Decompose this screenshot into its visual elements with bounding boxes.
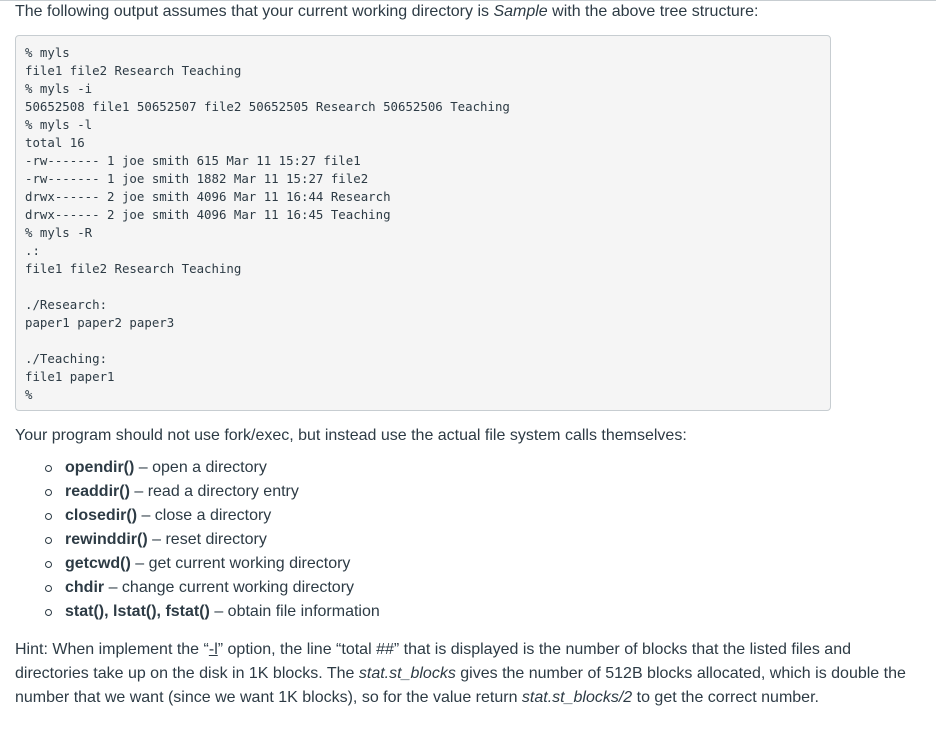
system-call-item [45, 552, 925, 576]
system-call-name: rewinddir() [65, 531, 148, 548]
code-line: -rw------- 1 joe smith 615 Mar 11 15:27 file1 [25, 153, 361, 168]
hint-paragraph [15, 638, 925, 710]
code-line: paper1 paper2 paper3 [25, 315, 175, 330]
code-line: % myls [25, 45, 70, 60]
system-call-item [45, 480, 925, 504]
code-line: .: [25, 243, 40, 258]
hint-field-st-blocks: stat.st_blocks [358, 665, 456, 682]
terminal-output-block [15, 35, 831, 411]
hint-text-2: ” option, the line “total ##” that is displayed is the number of blocks that the listed files and directories take up on the disk in 1K blocks. The [15, 641, 851, 682]
system-call-item [45, 576, 925, 600]
system-call-name: getcwd() [65, 555, 131, 572]
system-call-name: chdir [65, 579, 105, 596]
hollow-bullet-icon [45, 465, 52, 472]
system-calls-list [15, 456, 925, 624]
code-line: ./Research: [25, 297, 108, 312]
system-call-description: – get current working directory [130, 555, 351, 572]
system-call-item [45, 456, 925, 480]
program-note: Your program should not use fork/exec, but instead use the actual file system calls themselves: [15, 427, 687, 444]
hollow-bullet-icon [45, 609, 52, 616]
code-line: % myls -R [25, 225, 93, 240]
system-call-item [45, 600, 925, 624]
system-call-name: opendir() [65, 459, 135, 476]
system-call-item [45, 528, 925, 552]
hint-option-link[interactable]: -l [208, 641, 218, 658]
code-line: file1 file2 Research Teaching [25, 63, 242, 78]
system-call-description: – close a directory [137, 507, 272, 524]
system-call-item [45, 504, 925, 528]
system-call-description: – obtain file information [209, 603, 380, 620]
intro-text-before: The following output assumes that your current working directory is [15, 3, 494, 20]
system-call-description: – open a directory [134, 459, 267, 476]
system-call-description: – reset directory [147, 531, 267, 548]
code-line: 50652508 file1 50652507 file2 50652505 Research 50652506 Teaching [25, 99, 510, 114]
system-call-name: readdir() [65, 483, 130, 500]
hint-text-1: Hint: When implement the “ [15, 641, 209, 658]
code-line: file1 paper1 [25, 369, 115, 384]
code-line: drwx------ 2 joe smith 4096 Mar 11 16:45 Teaching [25, 207, 391, 222]
document-content [15, 0, 925, 726]
code-line [25, 332, 821, 350]
code-line: total 16 [25, 135, 85, 150]
hint-field-st-blocks-half: stat.st_blocks/2 [521, 689, 633, 706]
code-line: -rw------- 1 joe smith 1882 Mar 11 15:27 file2 [25, 171, 369, 186]
code-line: % myls -l [25, 117, 93, 132]
intro-paragraph [15, 0, 925, 23]
hollow-bullet-icon [45, 489, 52, 496]
system-call-description: – change current working directory [104, 579, 355, 596]
intro-directory-name: Sample [493, 3, 548, 20]
code-line: % [25, 387, 33, 402]
code-line: drwx------ 2 joe smith 4096 Mar 11 16:44 Research [25, 189, 391, 204]
hollow-bullet-icon [45, 537, 52, 544]
hint-text-4: to get the correct number. [632, 689, 819, 706]
hint-text-3: gives the number of 512B blocks allocated, which is double the number that we want (since we want 1K blocks), so for the value return [15, 665, 906, 706]
hollow-bullet-icon [45, 561, 52, 568]
code-line: % myls -i [25, 81, 93, 96]
code-line: ./Teaching: [25, 351, 108, 366]
system-call-name: closedir() [65, 507, 138, 524]
hollow-bullet-icon [45, 585, 52, 592]
system-call-description: – read a directory entry [129, 483, 299, 500]
intro-text-after: with the above tree structure: [547, 3, 759, 20]
hollow-bullet-icon [45, 513, 52, 520]
code-line: file1 file2 Research Teaching [25, 261, 242, 276]
system-call-name: stat(), lstat(), fstat() [65, 603, 210, 620]
code-line [25, 278, 821, 296]
